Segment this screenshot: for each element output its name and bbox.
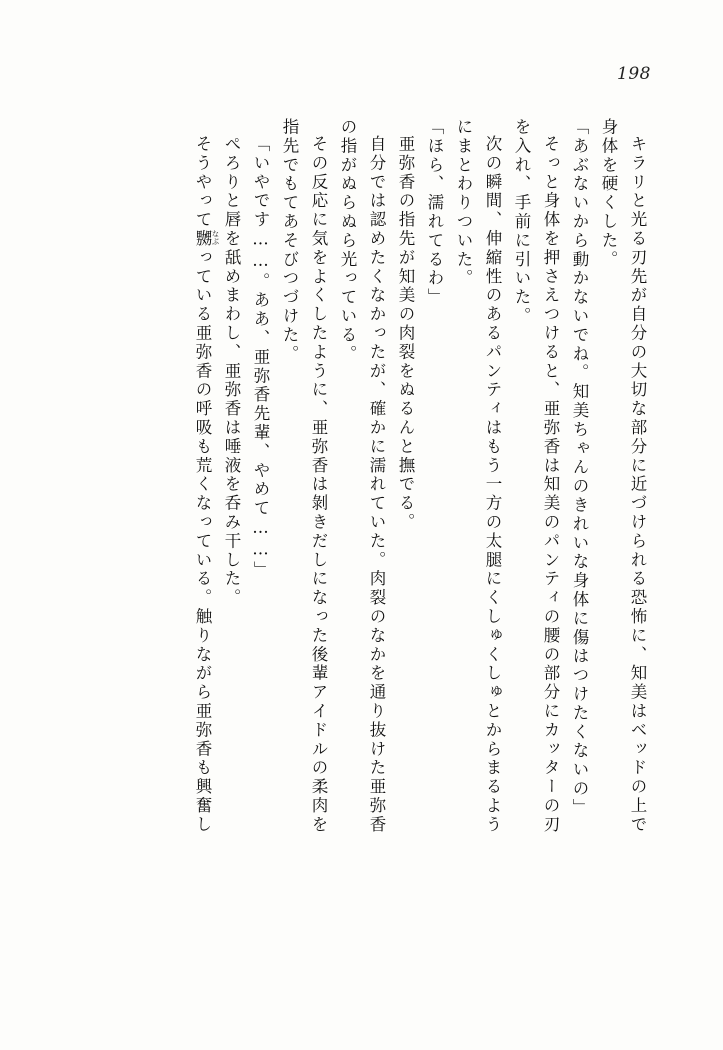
text-column: 「あぶないから動かないでね。知美ちゃんのきれいな身体に傷はつけたくないの」 <box>570 118 589 818</box>
text-column: 亜弥香の指先が知美の肉裂をぬるんと撫でる。 <box>396 135 415 532</box>
ruby-gloss: なぶ <box>211 229 220 245</box>
text-column: を入れ、手前に引いた。 <box>512 118 531 326</box>
text-column: ぺろりと唇を舐めまわし、亜弥香は唾液を呑み干した。 <box>222 135 241 608</box>
text-column: 「いやです……。ああ、亜弥香先輩、やめて……」 <box>251 135 270 580</box>
text-column: その反応に気をよくしたように、亜弥香は剝きだしになった後輩アイドルの柔肉を <box>309 135 328 835</box>
text-column: 自分では認めたくなかったが、確かに濡れていた。肉裂のなかを通り抜けた亜弥香 <box>367 135 386 835</box>
text-column: そっと身体を押さえつけると、亜弥香は知美のパンティの腰の部分にカッターの刃 <box>541 135 560 835</box>
text-column: そうやって嬲っている亜弥香の呼吸も荒くなっている。触りながら亜弥香も興奮し なぶ <box>193 135 220 835</box>
text-column: 次の瞬間、伸縮性のあるパンティはもう一方の太腿にくしゅくしゅとからまるよう <box>483 135 502 835</box>
text-column: 「ほら、濡れてるわ」 <box>425 118 444 307</box>
text-column: 身体を硬くした。 <box>599 118 618 270</box>
text-column: キラリと光る刃先が自分の大切な部分に近づけられる恐怖に、知美はベッドの上で <box>628 135 647 835</box>
text-column: にまとわりついた。 <box>454 118 473 289</box>
page-number: 198 <box>617 64 651 84</box>
text-column: の指がぬらぬら光っている。 <box>338 118 357 364</box>
vertical-text-block <box>85 118 645 958</box>
text-column: 指先でもてあそびつづけた。 <box>280 118 299 364</box>
